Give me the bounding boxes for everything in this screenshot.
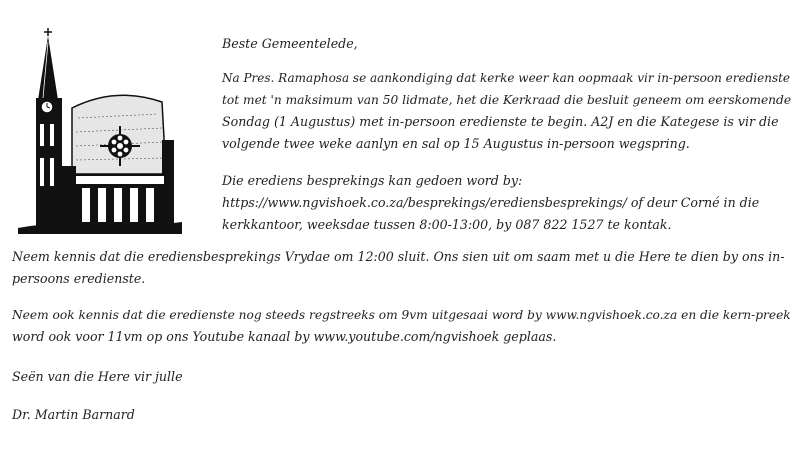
paragraph-line: Neem kennis dat die erediensbesprekings Vrydae om 12:00 sluit. Ons sien uit om saam met u die Here te dien by ons in- [12,249,785,264]
paragraph-line: volgende twee weke aanlyn en sal op 15 Augustus in-persoon wegspring. [222,136,690,151]
paragraph-line: persoons eredienste. [12,271,146,286]
paragraph-line: kerkkantoor, weeksdae tussen 8:00-13:00, by 087 822 1527 te kontak. [222,217,672,232]
paragraph-line: word ook voor 11vm op ons Youtube kanaal by www.youtube.com/ngvishoek geplaas. [12,329,557,344]
paragraph-line: Na Pres. Ramaphosa se aankondiging dat kerke weer kan oopmaak vir in-persoon eredienste [222,71,791,85]
closing-blessing: Seën van die Here vir julle [12,369,183,384]
greeting: Beste Gemeentelede, [222,36,358,51]
signature: Dr. Martin Barnard [12,407,135,422]
paragraph-line: Die erediens besprekings kan gedoen word by: [222,173,523,188]
church-illustration-icon [16,28,184,234]
paragraph-line: Sondag (1 Augustus) met in-persoon eredienste te begin. A2J en die Kategese is vir die [222,114,779,129]
paragraph-line: tot met 'n maksimum van 50 lidmate, het die Kerkraad die besluit geneem om eerskomende [222,93,792,107]
bookings-link-line: https://www.ngvishoek.co.za/besprekings/erediensbesprekings/ of deur Corné in die [222,195,760,210]
paragraph-line: Neem ook kennis dat die eredienste nog steeds regstreeks om 9vm uitgesaai word by www.ngvishoek.co.za en die kern-preek [12,308,791,322]
